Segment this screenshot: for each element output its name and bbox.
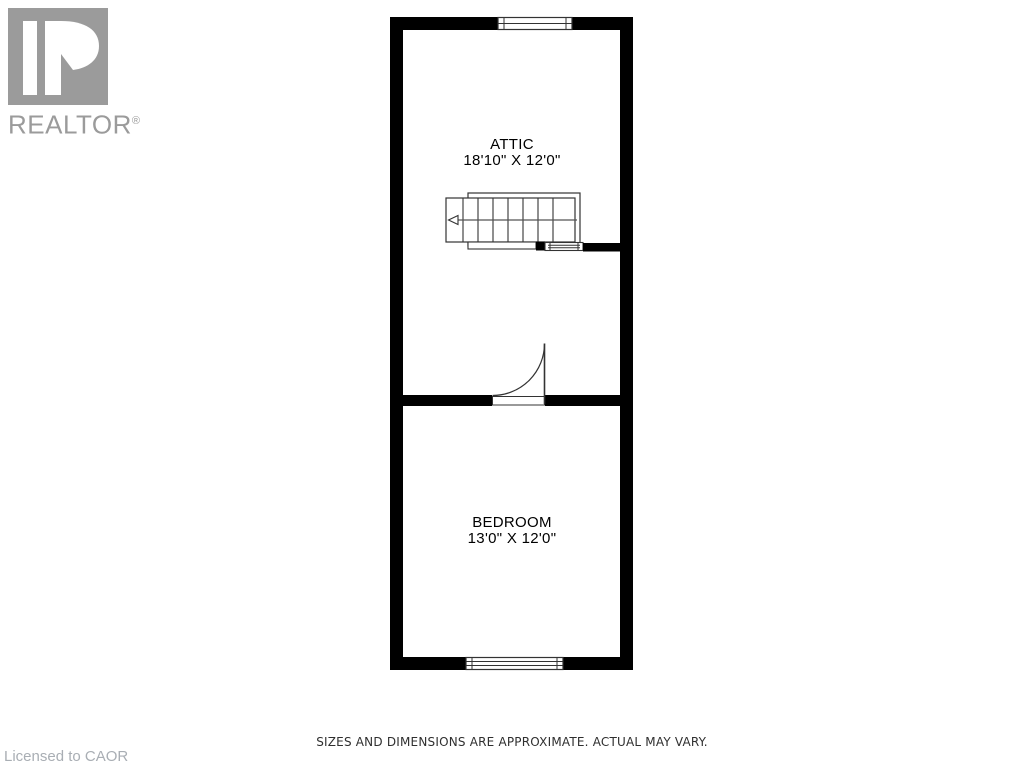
disclaimer-text: SIZES AND DIMENSIONS ARE APPROXIMATE. ACTUAL MAY VARY. [316,735,708,749]
room-dimensions: 13'0" X 12'0" [467,530,557,547]
licensed-to-text: Licensed to CAOR [4,748,129,765]
middle-wall-right-segment [545,395,620,406]
wall-top-left-segment [390,17,498,30]
wall-left [390,17,403,670]
room-label-attic [390,137,634,168]
window-bottom-icon [466,658,563,670]
middle-wall-left-segment [403,395,492,406]
stair-landing-edge [468,242,536,249]
room-label-bedroom [390,515,634,546]
window-top-icon [498,18,572,30]
wall-bottom-left-segment [390,657,466,670]
door-icon [493,344,545,406]
registered-symbol: ® [131,115,141,127]
outer-walls [390,17,633,670]
door-swing-arc [493,344,545,396]
realtor-text: REALTOR [8,109,132,140]
wall-right [620,17,633,670]
stair-railing-icon [545,243,583,251]
room-name: ATTIC [490,136,534,153]
wall-bottom-right-segment [563,657,633,670]
room-name: BEDROOM [472,514,552,531]
room-dimensions: 18'10" X 12'0" [463,152,561,169]
door-threshold [493,397,545,406]
stairwell-wall-segment [583,243,620,252]
stair-newel-post [536,242,545,251]
stairs-icon [446,193,620,252]
